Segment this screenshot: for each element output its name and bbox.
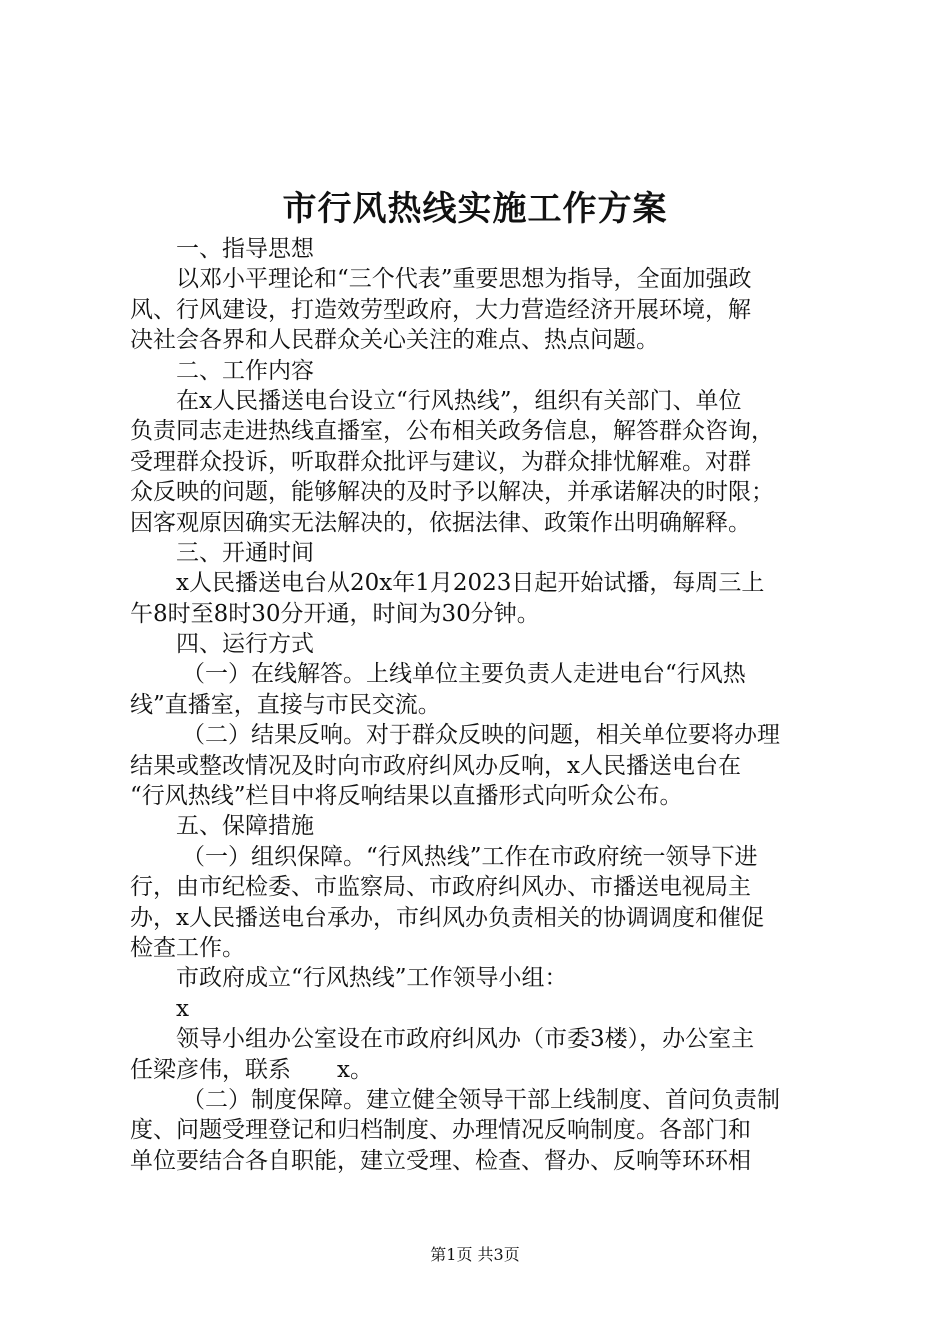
text-line: 线”直播室，直接与市民交流。 [130, 691, 441, 718]
text-line: 一、指导思想 [176, 236, 314, 262]
page-footer: 第1页 共3页 [430, 1245, 520, 1264]
text-line: 负责同志走进热线直播室，公布相关政务信息，解答群众咨询， [130, 418, 774, 445]
text-line: （二）结果反响。对于群众反映的问题，相关单位要将办理 [182, 722, 780, 749]
text-line: 在x人民播送电台设立“行风热线”，组织有关部门、单位 [176, 387, 742, 414]
text-line: 受理群众投诉，听取群众批评与建议，为群众排忧解难。对群 [130, 448, 751, 475]
text-line: x人民播送电台从20x年1月2023日起开始试播，每周三上 [176, 570, 765, 597]
text-line: 度、问题受理登记和归档制度、办理情况反响制度。各部门和 [130, 1117, 751, 1144]
text-line: 市政府成立“行风热线”工作领导小组： [176, 965, 568, 992]
text-line: 四、运行方式 [176, 631, 314, 658]
document-title: 市行风热线实施工作方案 [282, 189, 668, 229]
text-line: 以邓小平理论和“三个代表”重要思想为指导，全面加强政 [176, 266, 752, 293]
text-line: 决社会各界和人民群众关心关注的难点、热点问题。 [130, 327, 659, 354]
text-line: 众反映的问题，能够解决的及时予以解决，并承诺解决的时限； [130, 479, 774, 506]
text-line: 因客观原因确实无法解决的，依据法律、政策作出明确解释。 [130, 509, 751, 536]
text-line: 单位要结合各自职能，建立受理、检查、督办、反响等环环相 [130, 1147, 751, 1174]
text-line: 领导小组办公室设在市政府纠风办（市委3楼），办公室主 [176, 1026, 755, 1053]
text-line: 三、开通时间 [176, 539, 314, 566]
text-line: 办，x人民播送电台承办，市纠风办负责相关的协调调度和催促 [130, 904, 764, 931]
text-line: 检查工作。 [130, 934, 245, 961]
text-line: “行风热线”栏目中将反响结果以直播形式向听众公布。 [130, 783, 683, 810]
text-line: （二）制度保障。建立健全领导干部上线制度、首问负责制 [182, 1086, 780, 1113]
text-line: 行，由市纪检委、市监察局、市政府纠风办、市播送电视局主 [130, 874, 751, 901]
text-line: 午8时至8时30分开通，时间为30分钟。 [130, 600, 540, 627]
document-body [130, 234, 830, 1176]
text-line: （一）组织保障。“行风热线”工作在市政府统一领导下进 [182, 843, 758, 870]
text-line: （一）在线解答。上线单位主要负责人走进电台“行风热 [182, 661, 746, 688]
text-line: 五、保障措施 [176, 813, 314, 840]
text-line: 结果或整改情况及时向市政府纠风办反响，x人民播送电台在 [130, 752, 741, 779]
text-line: 二、工作内容 [176, 357, 314, 384]
text-line: 风、行风建设，打造效劳型政府，大力营造经济开展环境，解 [130, 296, 751, 323]
text-line: 任梁彦伟，联系 x。 [130, 1056, 373, 1083]
text-line: x [176, 995, 189, 1022]
